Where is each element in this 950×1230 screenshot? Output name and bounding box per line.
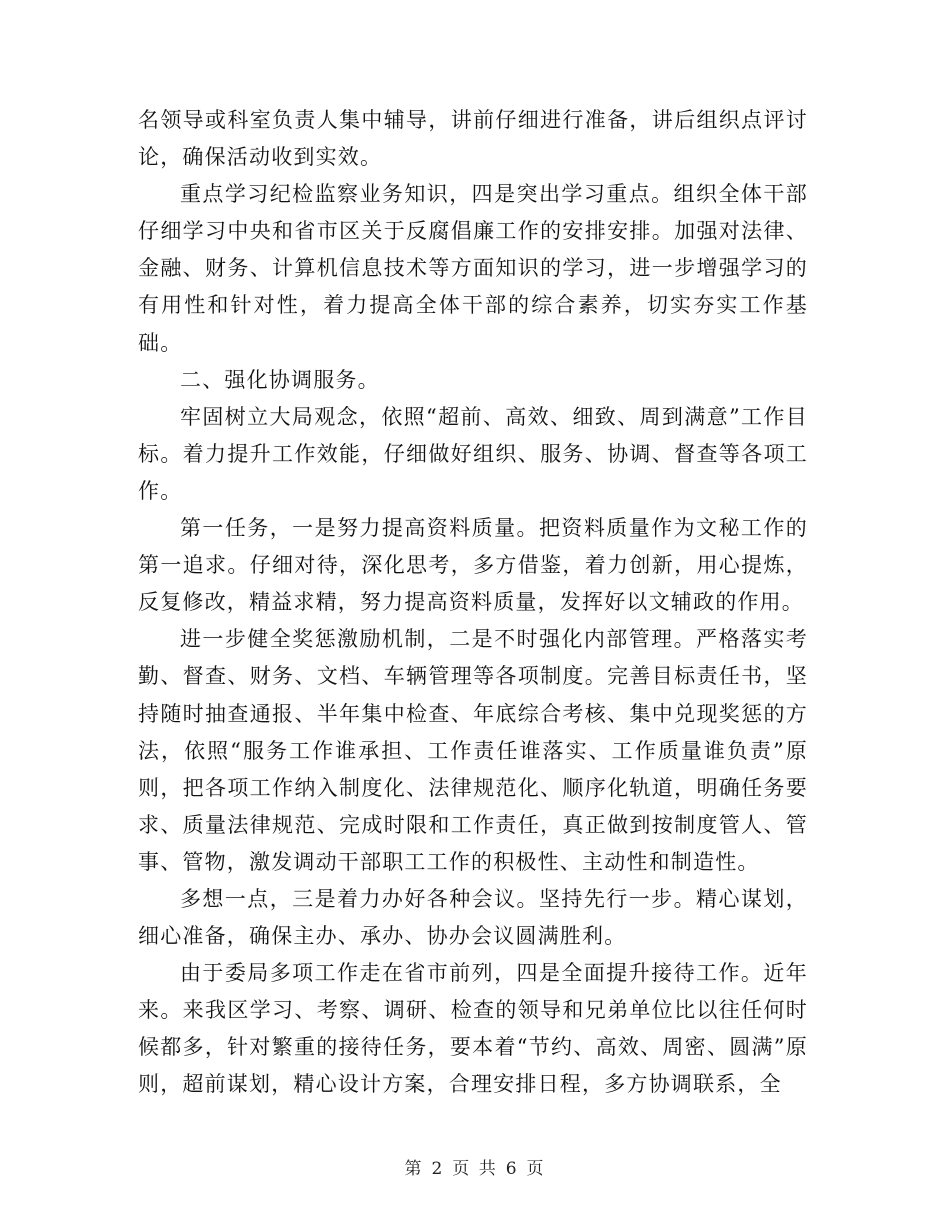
paragraph-8: 由于委局多项工作走在省市前列，四是全面提升接待工作。近年来。来我区学习、考察、调研、检查的领导和兄弟单位比以往任何时候都多，针对繁重的接待任务，要本着“节约、高效、周密、圆满”原则，超前谋划，精心设计方案，合理安排日程，多方协调联系，全 [138,961,808,1097]
footer-suffix: 页 [526,1159,546,1179]
footer-mid: 页 共 [452,1159,498,1179]
paragraph-1: 名领导或科室负责人集中辅导，讲前仔细进行准备，讲后组织点评讨论，确保活动收到实效。 [138,108,808,170]
section-heading-coordination: 二、强化协调服务。 [180,367,380,392]
footer-total-pages: 6 [505,1159,519,1179]
document-body [138,102,808,1104]
paragraph-2: 重点学习纪检监察业务知识，四是突出学习重点。组织全体干部仔细学习中央和省市区关于反腐倡廉工作的安排安排。加强对法律、金融、财务、计算机信息技术等方面知识的学习，进一步增强学习的有用性和针对性，着力提高全体干部的综合素养，切实夯实工作基础。 [138,182,808,355]
footer-prefix: 第 [404,1159,424,1179]
footer-current-page: 2 [431,1159,445,1179]
paragraph-5: 第一任务，一是努力提高资料质量。把资料质量作为文秘工作的第一追求。仔细对待，深化思考，多方借鉴，着力创新，用心提炼，反复修改，精益求精，努力提高资料质量，发挥好以文辅政的作用。 [138,516,808,615]
paragraph-4: 牢固树立大局观念，依照“超前、高效、细致、周到满意”工作目标。着力提升工作效能，仔细做好组织、服务、协调、督查等各项工作。 [138,404,808,503]
page-footer [0,1154,950,1179]
paragraph-6: 进一步健全奖惩激励机制，二是不时强化内部管理。严格落实考勤、督查、财务、文档、车辆管理等各项制度。完善目标责任书，坚持随时抽查通报、半年集中检查、年底综合考核、集中兑现奖惩的方法，依照“服务工作谁承担、工作责任谁落实、工作质量谁负责”原则，把各项工作纳入制度化、法律规范化、顺序化轨道，明确任务要求、质量法律规范、完成时限和工作责任，真正做到按制度管人、管事、管物，激发调动干部职工工作的积极性、主动性和制造性。 [138,627,808,874]
paragraph-7: 多想一点，三是着力办好各种会议。坚持先行一步。精心谋划，细心准备，确保主办、承办、协办会议圆满胜利。 [138,886,808,949]
